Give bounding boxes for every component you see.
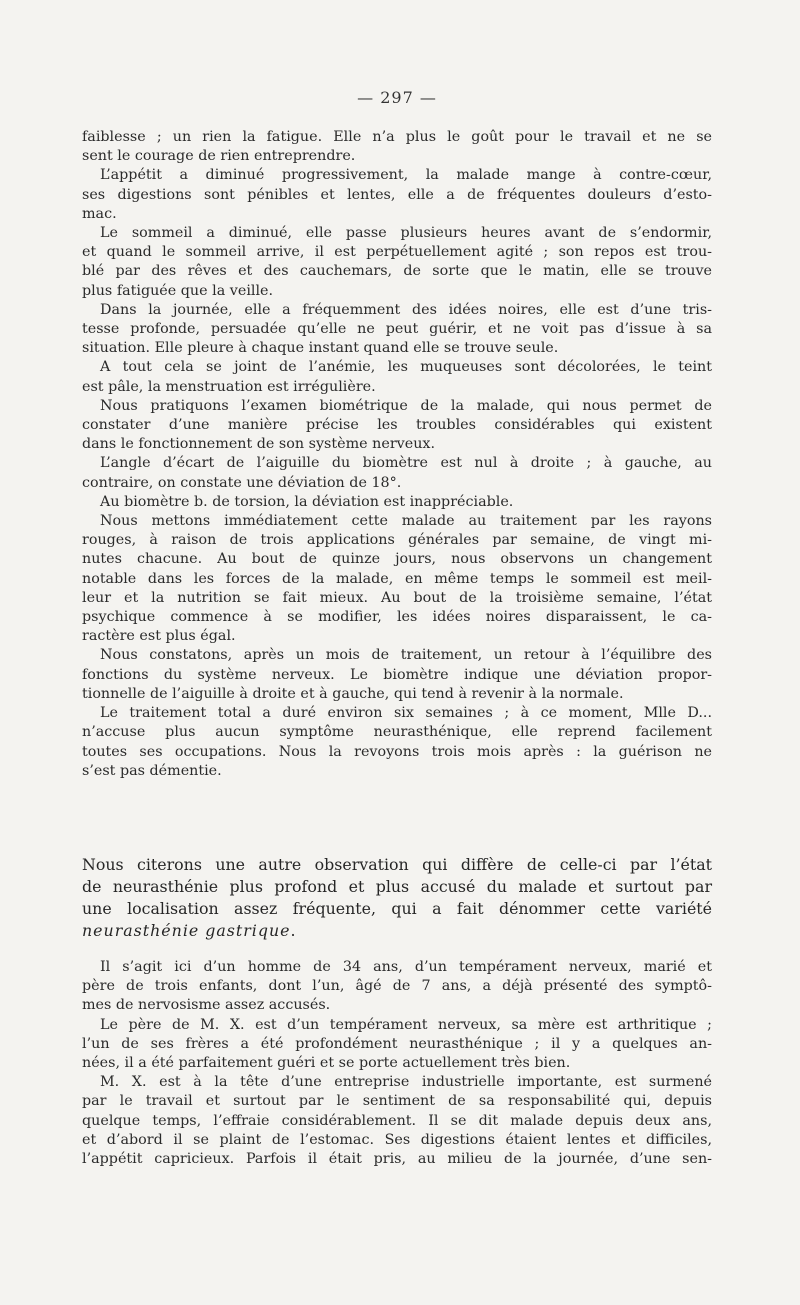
text-line: père de trois enfants, dont l’un, âgé de 7 ans, a déjà présenté des symptô- — [82, 978, 712, 995]
text-line: et quand le sommeil arrive, il est perpétuellement agité ; son repos est trou- — [82, 244, 712, 261]
text-line: blé par des rêves et des cauchemars, de sorte que le matin, elle se trouve — [82, 263, 712, 280]
page-number: — 297 — — [357, 88, 437, 107]
text-line: Nous constatons, après un mois de traitement, un retour à l’équilibre des — [100, 647, 712, 664]
paragraph — [82, 1073, 712, 1169]
paragraph — [82, 646, 712, 704]
text-line: plus fatiguée que la veille. — [82, 282, 274, 299]
text-line: L’appétit a diminué progressivement, la malade mange à contre-cœur, — [100, 167, 712, 184]
text-line: Au biomètre b. de torsion, la déviation est inappréciable. — [100, 493, 514, 510]
text-line: ractère est plus égal. — [82, 628, 236, 645]
text-line: par le travail et surtout par le sentiment de sa responsabilité qui, depuis — [82, 1093, 712, 1110]
text-line: notable dans les forces de la malade, en même temps le sommeil est meil- — [82, 570, 712, 587]
text-line: l’appétit capricieux. Parfois il était pris, au milieu de la journée, d’une sen- — [82, 1151, 712, 1168]
text-line: Il s’agit ici d’un homme de 34 ans, d’un tempérament nerveux, marié et — [100, 959, 712, 975]
observation-text-1 — [82, 128, 712, 781]
text-line: s’est pas démentie. — [82, 762, 222, 779]
text-line: fonctions du système nerveux. Le biomètre indique une déviation propor- — [82, 666, 712, 683]
italic-term-end: . — [290, 921, 296, 940]
text-line — [82, 920, 712, 942]
text-line: ses digestions sont pénibles et lentes, elle a de fréquentes douleurs d’esto- — [82, 186, 712, 203]
paragraph — [82, 958, 712, 1016]
text-line: mes de nervosisme assez accusés. — [82, 997, 331, 1014]
text-line: Le traitement total a duré environ six semaines ; à ce moment, Mlle D... — [100, 705, 712, 722]
italic-term: neurasthénie gastrique — [82, 921, 291, 940]
text-line: Nous mettons immédiatement cette malade au traitement par les rayons — [100, 513, 712, 530]
paragraph — [82, 704, 712, 781]
text-line: faiblesse ; un rien la fatigue. Elle n’a plus le goût pour le travail et ne se — [82, 129, 712, 145]
text-line: Dans la journée, elle a fréquemment des idées noires, elle est d’une tris- — [100, 301, 712, 318]
paragraph — [82, 454, 712, 492]
paragraph — [82, 224, 712, 301]
observation-text-2 — [82, 958, 712, 1169]
text-line: Nous pratiquons l’examen biométrique de la malade, qui nous permet de — [100, 397, 712, 414]
text-line: une localisation assez fréquente, qui a fait dénommer cette variété — [82, 899, 712, 918]
text-line: constater d’une manière précise les troubles considérables qui existent — [82, 417, 712, 434]
text-line: nutes chacune. Au bout de quinze jours, nous observons un changement — [82, 551, 712, 568]
text-line: n’accuse plus aucun symptôme neurasthénique, elle reprend facilement — [82, 724, 712, 741]
text-line: situation. Elle pleure à chaque instant quand elle se trouve seule. — [82, 340, 559, 357]
paragraph — [82, 301, 712, 359]
text-line: L’angle d’écart de l’aiguille du biomètre est nul à droite ; à gauche, au — [100, 455, 712, 472]
paragraph — [82, 1016, 712, 1074]
paragraph — [82, 493, 712, 512]
text-line: rouges, à raison de trois applications générales par semaine, de vingt mi- — [82, 532, 712, 549]
paragraph — [82, 358, 712, 396]
text-line: dans le fonctionnement de son système nerveux. — [82, 436, 436, 453]
text-line: toutes ses occupations. Nous la revoyons trois mois après : la guérison ne — [82, 743, 712, 760]
text-line: psychique commence à se modifier, les idées noires disparaissent, le ca- — [82, 609, 712, 626]
text-line: nées, il a été parfaitement guéri et se porte actuellement très bien. — [82, 1055, 571, 1072]
text-line: l’un de ses frères a été profondément neurasthénique ; il y a quelques an- — [82, 1035, 712, 1052]
text-line: Le père de M. X. est d’un tempérament nerveux, sa mère est arthritique ; — [100, 1016, 712, 1033]
paragraph — [82, 512, 712, 646]
text-line: tesse profonde, persuadée qu’elle ne peut guérir, et ne voit pas d’issue à sa — [82, 321, 712, 338]
text-line: et d’abord il se plaint de l’estomac. Ses digestions étaient lentes et difficiles, — [82, 1131, 712, 1148]
transition-paragraph — [82, 854, 712, 942]
text-line: M. X. est à la tête d’une entreprise industrielle importante, est surmené — [100, 1074, 712, 1091]
paragraph — [82, 166, 712, 224]
text-line: est pâle, la menstruation est irrégulière. — [82, 378, 376, 395]
text-line: mac. — [82, 205, 117, 222]
text-line: Le sommeil a diminué, elle passe plusieurs heures avant de s’endormir, — [100, 225, 712, 242]
paragraph — [82, 397, 712, 455]
text-line: A tout cela se joint de l’anémie, les muqueuses sont décolorées, le teint — [100, 359, 712, 376]
text-line: sent le courage de rien entreprendre. — [82, 148, 356, 165]
text-line: tionnelle de l’aiguille à droite et à gauche, qui tend à revenir à la normale. — [82, 685, 624, 702]
text-line: de neurasthénie plus profond et plus accusé du malade et surtout par — [82, 877, 712, 896]
text-line: quelque temps, l’effraie considérablement. Il se dit malade depuis deux ans, — [82, 1112, 712, 1129]
text-line: Nous citerons une autre observation qui diffère de celle-ci par l’état — [82, 855, 712, 874]
text-line: leur et la nutrition se fait mieux. Au bout de la troisième semaine, l’état — [82, 589, 712, 606]
paragraph — [82, 128, 712, 166]
text-line: contraire, on constate une déviation de 18°. — [82, 474, 402, 491]
